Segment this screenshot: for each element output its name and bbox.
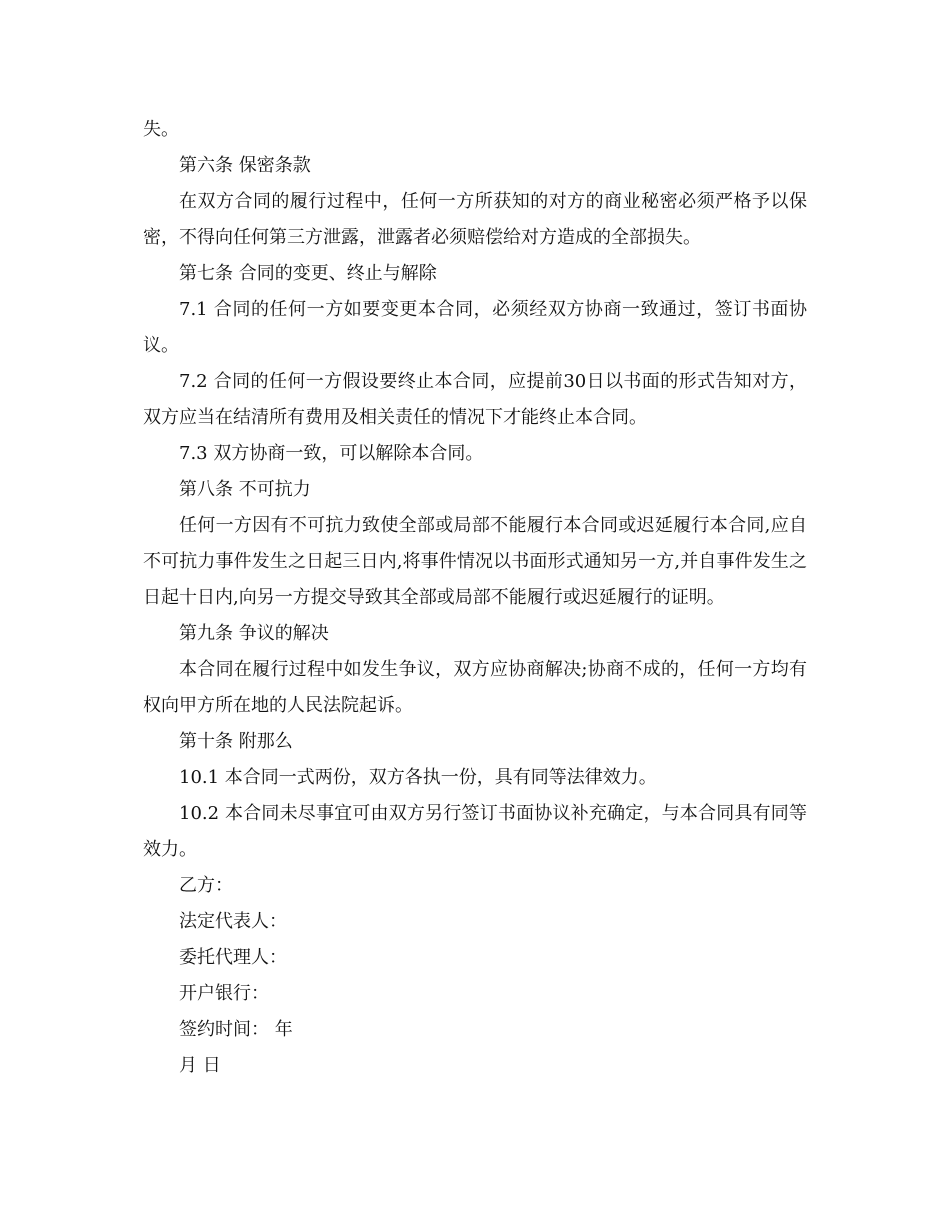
clause-10-1: 10.1 本合同一式两份，双方各执一份，具有同等法律效力。 [179,767,657,788]
signature-bank: 开户银行： [179,983,269,1004]
clause-7-2: 7.2 合同的任何一方假设要终止本合同，应提前30日以书面的形式告知对方，双方应当在结清所有费用及相关责任的情况下才能终止本合同。 [143,371,807,428]
article-8-paragraph: 任何一方因有不可抗力致使全部或局部不能履行本合同或迟延履行本合同,应自不可抗力事件发生之日起三日内,将事件情况以书面形式通知另一方,并自事件发生之日起十日内,向另一方提交导致其全部或局部不能履行或迟延履行的证明。 [143,515,807,608]
signature-date-year: 签约时间： 年 [179,1019,293,1040]
article-6-heading: 第六条 保密条款 [179,155,311,176]
signature-authorized-agent: 委托代理人： [179,947,287,968]
signature-party-b: 乙方： [179,875,233,896]
document-body [143,112,807,1084]
clause-7-3: 7.3 双方协商一致，可以解除本合同。 [179,443,484,464]
article-7-heading: 第七条 合同的变更、终止与解除 [179,263,437,284]
clause-10-2: 10.2 本合同未尽事宜可由双方另行签订书面协议补充确定，与本合同具有同等效力。 [143,803,807,860]
article-6-paragraph: 在双方合同的履行过程中，任何一方所获知的对方的商业秘密必须严格予以保密，不得向任何第三方泄露，泄露者必须赔偿给对方造成的全部损失。 [143,191,807,248]
article-9-paragraph: 本合同在履行过程中如发生争议，双方应协商解决;协商不成的，任何一方均有权向甲方所在地的人民法院起诉。 [143,659,807,716]
article-9-heading: 第九条 争议的解决 [179,623,329,644]
signature-date-month-day: 月 日 [179,1055,221,1076]
article-8-heading: 第八条 不可抗力 [179,479,311,500]
paragraph-continuation: 失。 [143,119,179,140]
article-10-heading: 第十条 附那么 [179,731,293,752]
clause-7-1: 7.1 合同的任何一方如要变更本合同，必须经双方协商一致通过，签订书面协议。 [143,299,807,356]
signature-legal-representative: 法定代表人： [179,911,287,932]
